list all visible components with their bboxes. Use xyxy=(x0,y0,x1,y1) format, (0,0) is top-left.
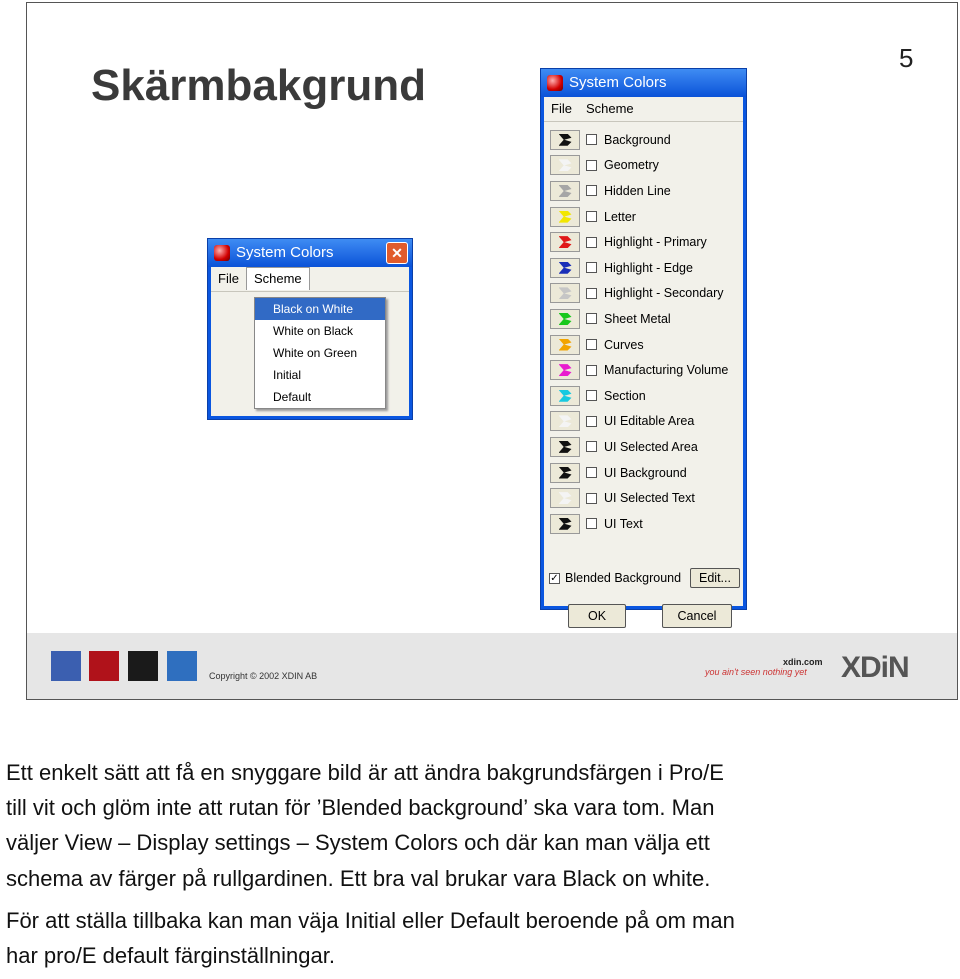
dropdown-item-white-on-black[interactable]: White on Black xyxy=(273,324,354,338)
blended-checkbox[interactable]: ✓ xyxy=(550,572,559,584)
color-row xyxy=(550,409,728,435)
color-swatch-button[interactable] xyxy=(550,181,580,201)
dropdown-item-default[interactable]: Default xyxy=(273,390,312,404)
color-swatch-button[interactable] xyxy=(550,130,580,150)
color-label: Section xyxy=(604,388,646,403)
color-glyph-icon xyxy=(559,467,572,479)
body-text-line-4: schema av färger på rullgardinen. Ett bra val brukar vara Black on white. xyxy=(6,866,711,891)
color-row xyxy=(550,460,728,486)
color-row xyxy=(550,178,728,204)
color-glyph-icon xyxy=(559,518,572,530)
color-row xyxy=(550,255,728,281)
color-row xyxy=(550,127,728,153)
color-row xyxy=(550,204,728,230)
menu-scheme[interactable]: Scheme xyxy=(246,267,310,290)
color-checkbox[interactable] xyxy=(586,134,597,145)
window-body xyxy=(211,267,409,416)
color-glyph-icon xyxy=(559,415,572,427)
app-icon xyxy=(547,75,563,91)
color-row xyxy=(550,229,728,255)
color-row xyxy=(550,306,728,332)
color-swatch-button[interactable] xyxy=(550,155,580,175)
color-swatch-button[interactable] xyxy=(550,463,580,483)
color-glyph-icon xyxy=(559,185,572,197)
color-swatch-button[interactable] xyxy=(550,335,580,355)
color-checkbox[interactable] xyxy=(586,493,597,504)
color-glyph-icon xyxy=(559,211,572,223)
color-checkbox[interactable] xyxy=(586,237,597,248)
color-glyph-icon xyxy=(559,287,572,299)
color-checkbox[interactable] xyxy=(586,211,597,222)
site-url: xdin.com xyxy=(783,657,823,667)
window-title: System Colors xyxy=(236,244,334,261)
x-blue-logo-icon xyxy=(167,651,197,681)
color-row xyxy=(550,383,728,409)
ok-button[interactable]: OK xyxy=(568,604,626,628)
color-swatch-button[interactable] xyxy=(550,232,580,252)
blended-label: Blended Background xyxy=(565,571,682,585)
tagline: you ain't seen nothing yet xyxy=(705,667,807,677)
color-row xyxy=(550,281,728,307)
color-glyph-icon xyxy=(559,134,572,146)
window-title-bar xyxy=(541,69,746,97)
color-label: Highlight - Primary xyxy=(604,235,707,250)
color-glyph-icon xyxy=(559,262,572,274)
app-icon xyxy=(214,245,230,261)
window-title: System Colors xyxy=(569,74,667,91)
color-label: Hidden Line xyxy=(604,183,671,198)
menubar xyxy=(544,97,743,122)
xdin-red-logo-icon xyxy=(89,651,119,681)
color-checkbox[interactable] xyxy=(586,160,597,171)
x-logo-icon xyxy=(51,651,81,681)
body-text-line-1: Ett enkelt sätt att få en snyggare bild är att ändra bakgrundsfärgen i Pro/E xyxy=(6,760,724,785)
menu-file[interactable]: File xyxy=(551,101,572,116)
body-text-line-3: väljer View – Display settings – System Colors och där kan man välja ett xyxy=(6,830,710,855)
menu-scheme[interactable]: Scheme xyxy=(585,101,634,116)
color-swatch-button[interactable] xyxy=(550,386,580,406)
dropdown-item-white-on-green[interactable]: White on Green xyxy=(273,346,358,360)
color-label: Letter xyxy=(604,209,636,224)
slide-number: 5 xyxy=(899,43,914,73)
window-title-bar xyxy=(208,239,412,267)
flag-logo-icon xyxy=(128,651,158,681)
color-label: Background xyxy=(604,132,671,147)
color-swatch-button[interactable] xyxy=(550,488,580,508)
copyright: Copyright © 2002 XDIN AB xyxy=(209,671,318,681)
color-checkbox[interactable] xyxy=(586,185,597,196)
system-colors-window-large xyxy=(540,68,747,623)
body-text-line-2: till vit och glöm inte att rutan för ’Blended background’ ska vara tom. Man xyxy=(6,795,715,820)
color-label: UI Text xyxy=(604,516,643,531)
slide-title: Skärmbakgrund xyxy=(91,61,426,110)
color-swatch-button[interactable] xyxy=(550,360,580,380)
edit-button[interactable]: Edit... xyxy=(690,568,740,588)
color-checkbox[interactable] xyxy=(586,365,597,376)
color-swatch-button[interactable] xyxy=(550,258,580,278)
scheme-dropdown xyxy=(254,297,386,409)
color-glyph-icon xyxy=(559,492,572,504)
color-label: UI Background xyxy=(604,465,687,480)
color-swatch-button[interactable] xyxy=(550,514,580,534)
color-row xyxy=(550,357,728,383)
color-row xyxy=(550,332,728,358)
color-label: Manufacturing Volume xyxy=(604,363,729,378)
color-label: UI Editable Area xyxy=(604,414,695,429)
color-checkbox[interactable] xyxy=(586,518,597,529)
window-body xyxy=(544,97,743,623)
color-row xyxy=(550,511,728,537)
color-row xyxy=(550,153,728,179)
color-label: UI Selected Area xyxy=(604,439,698,454)
color-row xyxy=(550,485,728,511)
body-text-line-5: För att ställa tillbaka kan man väja Initial eller Default beroende på om man xyxy=(6,908,735,933)
color-label: UI Selected Text xyxy=(604,491,695,506)
body-text-line-6: har pro/E default färginställningar. xyxy=(6,943,335,968)
color-glyph-icon xyxy=(559,390,572,402)
color-checkbox[interactable] xyxy=(586,313,597,324)
color-checkbox[interactable] xyxy=(586,390,597,401)
color-label: Highlight - Secondary xyxy=(604,286,724,301)
color-checkbox[interactable] xyxy=(586,416,597,427)
dropdown-item-black-on-white[interactable]: Black on White xyxy=(255,298,385,320)
color-glyph-icon xyxy=(559,313,572,325)
blended-background-option[interactable] xyxy=(549,571,681,585)
color-list xyxy=(550,127,728,537)
color-label: Highlight - Edge xyxy=(604,260,693,275)
color-checkbox[interactable] xyxy=(586,467,597,478)
close-icon[interactable]: ✕ xyxy=(386,242,408,264)
color-label: Curves xyxy=(604,337,644,352)
color-swatch-button[interactable] xyxy=(550,207,580,227)
xdin-logo: XDiN xyxy=(841,651,909,684)
color-label: Sheet Metal xyxy=(604,311,671,326)
color-glyph-icon xyxy=(559,339,572,351)
system-colors-window-small xyxy=(207,238,413,420)
cancel-button[interactable]: Cancel xyxy=(662,604,732,628)
color-checkbox[interactable] xyxy=(586,441,597,452)
color-checkbox[interactable] xyxy=(586,339,597,350)
color-label: Geometry xyxy=(604,158,659,173)
color-checkbox[interactable] xyxy=(586,262,597,273)
color-swatch-button[interactable] xyxy=(550,437,580,457)
color-checkbox[interactable] xyxy=(586,288,597,299)
color-glyph-icon xyxy=(559,236,572,248)
slide-footer xyxy=(27,633,957,699)
color-glyph-icon xyxy=(559,441,572,453)
menubar xyxy=(211,267,409,292)
color-swatch-button[interactable] xyxy=(550,411,580,431)
menu-file[interactable]: File xyxy=(218,271,239,286)
dropdown-item-initial[interactable]: Initial xyxy=(273,368,302,382)
color-glyph-icon xyxy=(559,364,572,376)
slide xyxy=(26,2,958,700)
color-swatch-button[interactable] xyxy=(550,283,580,303)
color-glyph-icon xyxy=(559,159,572,171)
color-row xyxy=(550,434,728,460)
color-swatch-button[interactable] xyxy=(550,309,580,329)
